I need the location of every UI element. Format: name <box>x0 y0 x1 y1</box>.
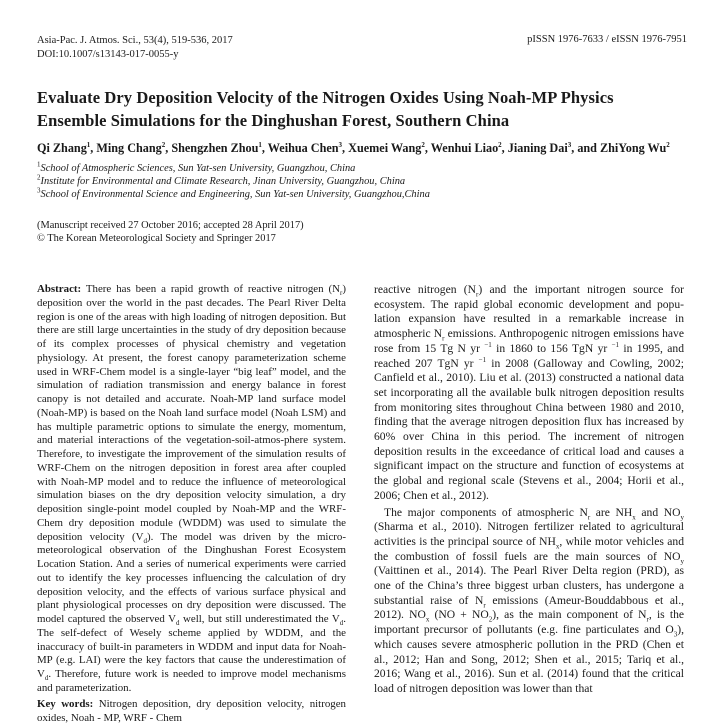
keywords <box>37 698 346 726</box>
author-name: Qi Zhang$^1$ <box>37 140 91 155</box>
author-affiliation-mark: 2 <box>498 140 502 149</box>
author-affiliation-mark: 2 <box>666 140 670 149</box>
body-paragraph-1: reactive nitrogen $(N_r)$ and the important nitrogen source for ecosystem. The rapid global economic development and popu-lation expansion have resulted in a remarkable increase in atmospheric $N_r$ emissions. Anthropogenic nitrogen emissions have rose from 15 Tg N yr $^{-1}$ in 1860 to 156 TgN yr $^{-1}$ in 1995, and reached 207 TgN yr $^{-1}$ in 2008 (Galloway and Cowling, 2002; Canfield et al., 2010). Liu et al. (2013) constructed a national data set incorporating all the available bulk nitrogen deposition results from monitoring sites throughout China between 1980 and 2010, finding that the average nitrogen deposition flux has increased by 60% over China in this period. The increment of nitrogen deposition results in the exceedance of critical load and causes a significant impact on the structure and function of ecosystems at the global and regional scale (Stevens et al., 2004; Horii et al., 2006; Chen et al., 2012). <box>374 283 684 502</box>
author-affiliation-mark: 3 <box>567 140 572 149</box>
author-name: Weihua Chen$^3$ <box>267 140 343 155</box>
title-line-2: Ensemble Simulations for the Dinghushan Forest, Southern China <box>37 111 510 130</box>
journal-header <box>37 34 233 62</box>
journal-citation: Asia-Pac. J. Atmos. Sci., 53(4), 519-536, 2017 <box>37 35 233 46</box>
body-paragraph-2: The major components of atmospheric $N_r$ are $NH_x$ and $NO_y$ (Sharma et al., 2010). Nitrogen fertilizer related to agricultural activities is the principal source of $NH_x$, while motor vehicles and the combustion of fossil fuels are the main sources of $NO_y$ (Vaittinen et al., 2014). The Pearl River Delta region (PRD), as one of the China’s three biggest urban clusters, has undergone a substantial raise of $N_r$ emissions (Ameur-Bouddabbous et al., 2012). $NO_x$ $(NO + NO_2)$, as the main component of $N_r$, is the important precursor of pollutants (e.g. fine particulates and $O_3$), which causes severe atmospheric pollution in the PRD (Chen et al., 2012; Han and Song, 2012; Shen et al., 2015; Tariq et al., 2016; Wang et al., 2016). Sun et al. (2014) found that the critical load of nitrogen deposition was lower than that <box>374 505 685 695</box>
abstract-column <box>37 283 346 696</box>
manuscript-dates: (Manuscript received 27 October 2016; accepted 28 April 2017) <box>37 220 304 231</box>
doi-text[interactable]: DOI:10.1007/s13143-017-0055-y <box>37 49 179 60</box>
author-affiliation-mark: 2 <box>421 140 425 149</box>
author-list: Qi Zhang$^1$, Ming Chang$^2$, Shengzhen Zhou$^1$, Weihua Chen$^3$, Xuemei Wang$^2$, Wenhui Liao$^2$, Jianing Dai$^3$, and ZhiYong Wu$^2$ <box>37 140 670 155</box>
abstract-text: There has been a rapid growth of reactive nitrogen $(N_r)$ deposition over the world in the past decades. The Pearl River Delta region is one of the areas with high loading of nitrogen deposition. But there are still large uncertainties in the study of dry deposition because of its complex processes of physical chemistry and vegetation physiology. At present, the forest canopy parameterization scheme used in WRF-Chem model is a single-layer “big leaf” model, and the simulation of radiation transmission and energy balance in forest canopy is not detailed and accurate. Noah-MP land surface model (Noah-MP) is based on the Noah land surface model (Noah LSM) and has multiple parametric options to simulate the energy, momentum, and material interactions of the vegetation-soil-atmos-phere system. Therefore, to investigate the improvement of the simulation results of WRF-Chem on the nitrogen deposition in forest area after coupled with Noah-MP model and to reduce the influence of meteorological simulation biases on the dry deposition velocity simulation, a dry deposition single-point model coupled by Noah-MP and the WRF-Chem dry deposition module (WDDM) was used to simulate the deposition velocity $(V_d)$. The model was driven by the micro-meteorological observation of the Dinghushan Forest Ecosystem Location Station. And a series of numerical experiments were carried out to identify the key processes influencing the calculation of dry deposition velocity, and the effects of various surface physical and plant physiological processes on dry deposition were discussed. The model captured the observed $V_d$ well, but still underestimated the $V_d$. The self-defect of Wesely scheme applied by WDDM, and the inaccuracy of built-in parameters in WDDM and input data for Noah-MP (e.g. LAI) were the key factors that cause the underestimation of $V_d$. Therefore, future work is needed to improve model mechanisms and parameterization. <box>37 283 346 694</box>
author-name: Wenhui Liao$^2$ <box>430 140 502 155</box>
copyright-line: © The Korean Meteorological Society and Springer 2017 <box>37 233 276 244</box>
author-name: ZhiYong Wu$^2$ <box>600 140 670 155</box>
author-name: Xuemei Wang$^2$ <box>348 140 425 155</box>
author-affiliation-mark: 2 <box>161 140 166 149</box>
affiliation-2: $^2$Institute for Environmental and Climate Research, Jinan University, Guangzhou, China <box>37 173 406 187</box>
author-affiliation-mark: 1 <box>86 140 91 149</box>
paper-title <box>37 86 697 132</box>
abstract-label: Abstract: <box>37 283 82 295</box>
keywords-text: Nitrogen deposition, dry deposition velocity, nitrogen oxides, Noah - MP, WRF - Chem <box>37 698 346 724</box>
title-line-1: Evaluate Dry Deposition Velocity of the Nitrogen Oxides Using Noah-MP Physics <box>37 88 614 107</box>
abstract-paragraph <box>37 283 346 696</box>
body-column-right <box>374 283 684 697</box>
author-affiliation-mark: 1 <box>258 140 262 149</box>
author-name: Shengzhen Zhou$^1$ <box>171 140 262 155</box>
affiliation-1: $^1$School of Atmospheric Sciences, Sun Yat-sen University, Guangzhou, China <box>37 160 356 174</box>
author-name: Ming Chang$^2$ <box>96 140 166 155</box>
issn-text: pISSN 1976-7633 / eISSN 1976-7951 <box>527 34 687 45</box>
manuscript-info <box>37 219 304 245</box>
affiliation-3: $^3$School of Environmental Science and Engineering, Sun Yat-sen University, Guangzhou,China <box>37 186 430 200</box>
keywords-label: Key words: <box>37 698 94 710</box>
author-name: Jianing Dai$^3$ <box>507 140 572 155</box>
author-affiliation-mark: 3 <box>338 140 343 149</box>
